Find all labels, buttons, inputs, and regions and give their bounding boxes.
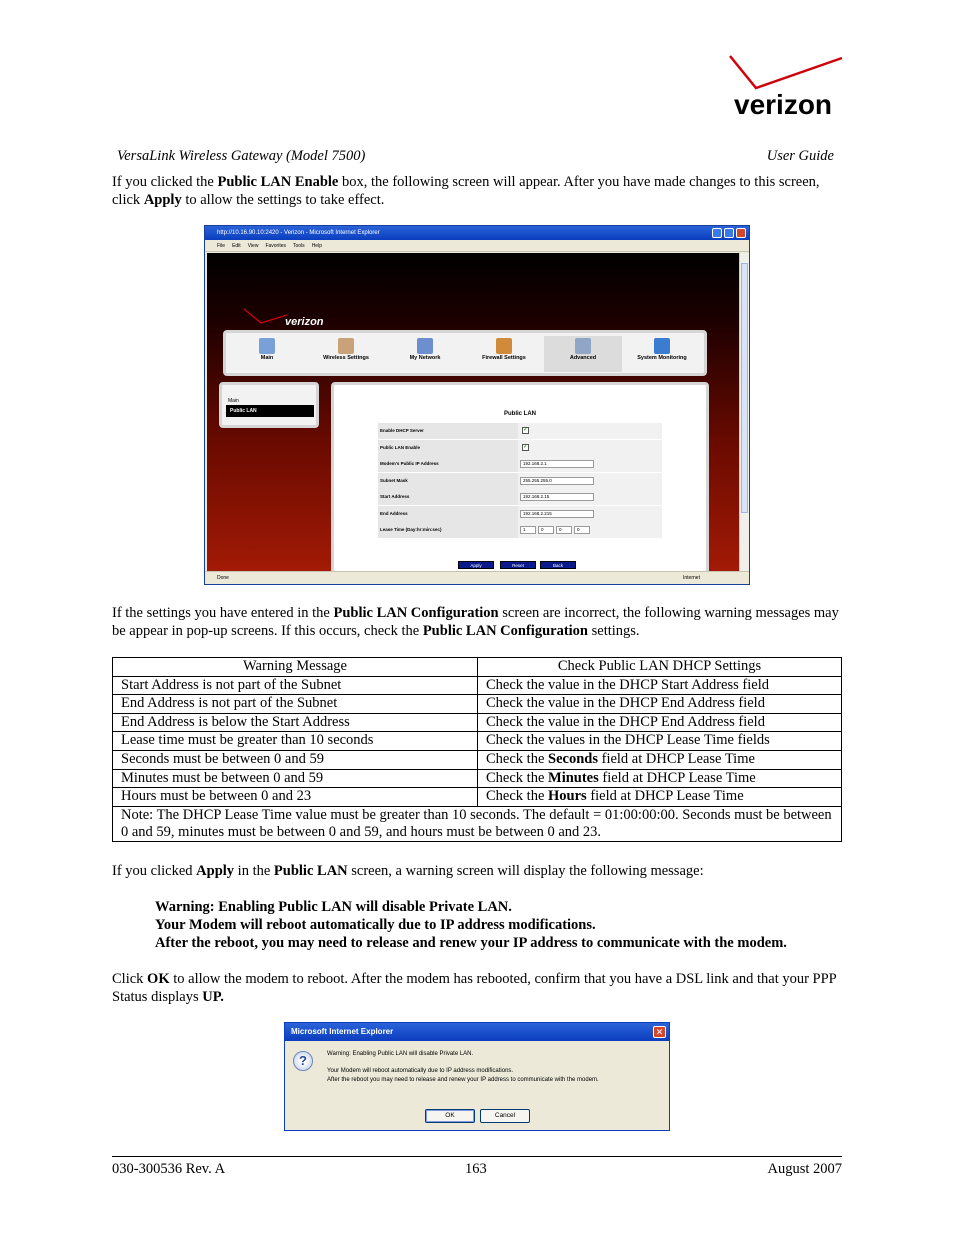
table-note-row	[113, 806, 842, 841]
row-enable-dhcp: Enable DHCP Server ✓	[378, 423, 662, 440]
dialog-line-3: After the reboot you may need to release and renew your IP address to communicate with the modem.	[327, 1077, 599, 1083]
main-icon	[259, 338, 275, 354]
row-modem-ip: Modem's Public IP Address 192.168.2.1	[378, 456, 662, 473]
start-address-input[interactable]: 192.168.2.15	[520, 493, 594, 501]
dialog-line-2: Your Modem will reboot automatically due to IP address modifications.	[327, 1068, 514, 1074]
menu-edit[interactable]: Edit	[232, 243, 241, 249]
advanced-icon	[575, 338, 591, 354]
reset-button[interactable]: Reset	[500, 561, 536, 569]
nav-advanced[interactable]: Advanced	[544, 336, 622, 372]
status-done: Done	[217, 575, 229, 581]
table-row: Minutes must be between 0 and 59 Check the Minutes field at DHCP Lease Time	[113, 769, 842, 788]
row-start-address: Start Address 192.168.2.15	[378, 489, 662, 506]
browser-menu-bar	[205, 240, 749, 252]
menu-view[interactable]: View	[247, 243, 259, 249]
sidenav-main[interactable]: Main	[228, 398, 239, 404]
public-lan-enable-checkbox[interactable]: ✓	[523, 443, 529, 450]
minimize-icon[interactable]	[712, 228, 722, 238]
footer-doc-number: 030-300536 Rev. A	[112, 1161, 226, 1177]
footer-page-number: 163	[465, 1161, 487, 1177]
lease-second-input[interactable]: 0	[574, 526, 590, 534]
warning-message-block: Warning: Enabling Public LAN will disable Private LAN. Your Modem will reboot automatically due to IP address modifications. After the reboot, you may need to release and renew your IP address to communicate with the modem.	[155, 899, 787, 951]
sidenav-public-lan[interactable]: Public LAN	[226, 405, 314, 417]
main-nav-bar	[223, 330, 707, 376]
question-icon: ?	[293, 1051, 313, 1071]
nav-my-network[interactable]: My Network	[386, 336, 464, 372]
monitor-icon	[654, 338, 670, 354]
subnet-mask-input[interactable]: 255.255.255.0	[520, 477, 594, 485]
settings-form	[378, 423, 662, 539]
menu-file[interactable]: File	[217, 243, 226, 249]
settings-paragraph: If the settings you have entered in the Public LAN Configuration screen are incorrect, the following warning messages may be appear in pop-up screens. If this occurs, check the Public LAN Configuration settings.	[112, 605, 839, 639]
public-lan-panel	[331, 382, 709, 582]
col-header-check: Check Public LAN DHCP Settings	[478, 658, 842, 677]
enable-dhcp-checkbox[interactable]: ✓	[523, 427, 529, 433]
modem-ip-input[interactable]: 192.168.2.1	[520, 460, 594, 468]
lease-day-input[interactable]: 1	[520, 526, 536, 534]
menu-help[interactable]: Help	[311, 243, 322, 249]
intro-paragraph: If you clicked the Public LAN Enable box, the following screen will appear. After you have made changes to this screen, click Apply to allow the settings to take effect.	[112, 174, 820, 208]
svg-text:verizon: verizon	[734, 89, 833, 120]
warning-table	[112, 657, 842, 842]
ok-button[interactable]: OK	[425, 1109, 475, 1123]
firewall-icon	[496, 338, 512, 354]
status-zone: Internet	[683, 575, 700, 581]
row-end-address: End Address 192.168.2.215	[378, 506, 662, 523]
table-row: Seconds must be between 0 and 59 Check the Seconds field at DHCP Lease Time	[113, 750, 842, 769]
table-header-row	[113, 658, 842, 677]
footer-rule	[112, 1156, 842, 1157]
header-product: VersaLink Wireless Gateway (Model 7500)	[117, 148, 366, 164]
apply-button[interactable]: Apply	[458, 561, 494, 569]
table-row: Hours must be between 0 and 23 Check the Hours field at DHCP Lease Time	[113, 788, 842, 807]
ie-warning-dialog	[284, 1022, 670, 1131]
nav-system-monitoring[interactable]: System Monitoring	[623, 336, 701, 372]
lease-hour-input[interactable]: 0	[538, 526, 554, 534]
col-header-warning: Warning Message	[113, 658, 478, 677]
svg-text:verizon: verizon	[285, 316, 324, 328]
row-subnet-mask: Subnet Mask 255.255.255.0	[378, 473, 662, 490]
browser-viewport	[207, 253, 739, 571]
nav-wireless-settings[interactable]: Wireless Settings	[307, 336, 385, 372]
table-row: End Address is not part of the Subnet Check the value in the DHCP End Address field	[113, 695, 842, 714]
browser-screenshot	[204, 225, 750, 585]
dialog-title: Microsoft Internet Explorer	[285, 1023, 669, 1041]
menu-favorites[interactable]: Favorites	[265, 243, 286, 249]
side-nav	[219, 382, 319, 428]
row-public-lan-enable: Public LAN Enable ✓	[378, 440, 662, 457]
network-icon	[417, 338, 433, 354]
header-doc-type: User Guide	[766, 148, 834, 164]
footer-date: August 2007	[767, 1161, 842, 1177]
close-icon[interactable]: ✕	[653, 1026, 666, 1038]
menu-tools[interactable]: Tools	[293, 243, 305, 249]
panel-title: Public LAN	[503, 411, 536, 417]
maximize-icon[interactable]	[724, 228, 734, 238]
browser-title-bar: http://10.16.90.10:2420 - Verizon - Microsoft Internet Explorer	[205, 226, 749, 240]
nav-main[interactable]: Main	[228, 336, 306, 372]
table-row: End Address is below the Start Address Check the value in the DHCP End Address field	[113, 713, 842, 732]
cancel-button[interactable]: Cancel	[480, 1109, 530, 1123]
end-address-input[interactable]: 192.168.2.215	[520, 510, 594, 518]
verizon-logo	[728, 54, 844, 124]
lease-minute-input[interactable]: 0	[556, 526, 572, 534]
table-row: Start Address is not part of the Subnet Check the value in the DHCP Start Address field	[113, 676, 842, 695]
wireless-icon	[338, 338, 354, 354]
browser-scrollbar[interactable]	[739, 253, 749, 571]
verizon-small-logo	[243, 307, 343, 331]
close-icon[interactable]	[736, 228, 746, 238]
dialog-line-1: Warning: Enabling Public LAN will disable Private LAN.	[327, 1051, 474, 1057]
table-note: Note: The DHCP Lease Time value must be greater than 10 seconds. The default = 01:00:00:00. Seconds must be between 0 and 59, minutes must be between 0 and 59, and hours must be between 0 and 23.	[113, 806, 842, 841]
nav-firewall-settings[interactable]: Firewall Settings	[465, 336, 543, 372]
back-button[interactable]: Back	[540, 561, 576, 569]
reboot-paragraph: Click OK to allow the modem to reboot. After the modem has rebooted, confirm that you have a DSL link and that your PPP Status displays UP.	[112, 971, 837, 1005]
table-row: Lease time must be greater than 10 seconds Check the values in the DHCP Lease Time fields	[113, 732, 842, 751]
apply-paragraph: If you clicked Apply in the Public LAN screen, a warning screen will display the following message:	[112, 863, 704, 879]
row-lease-time: Lease Time (Day:hr:min:sec) 1 0 0 0	[378, 522, 662, 539]
browser-status-bar	[205, 571, 749, 584]
